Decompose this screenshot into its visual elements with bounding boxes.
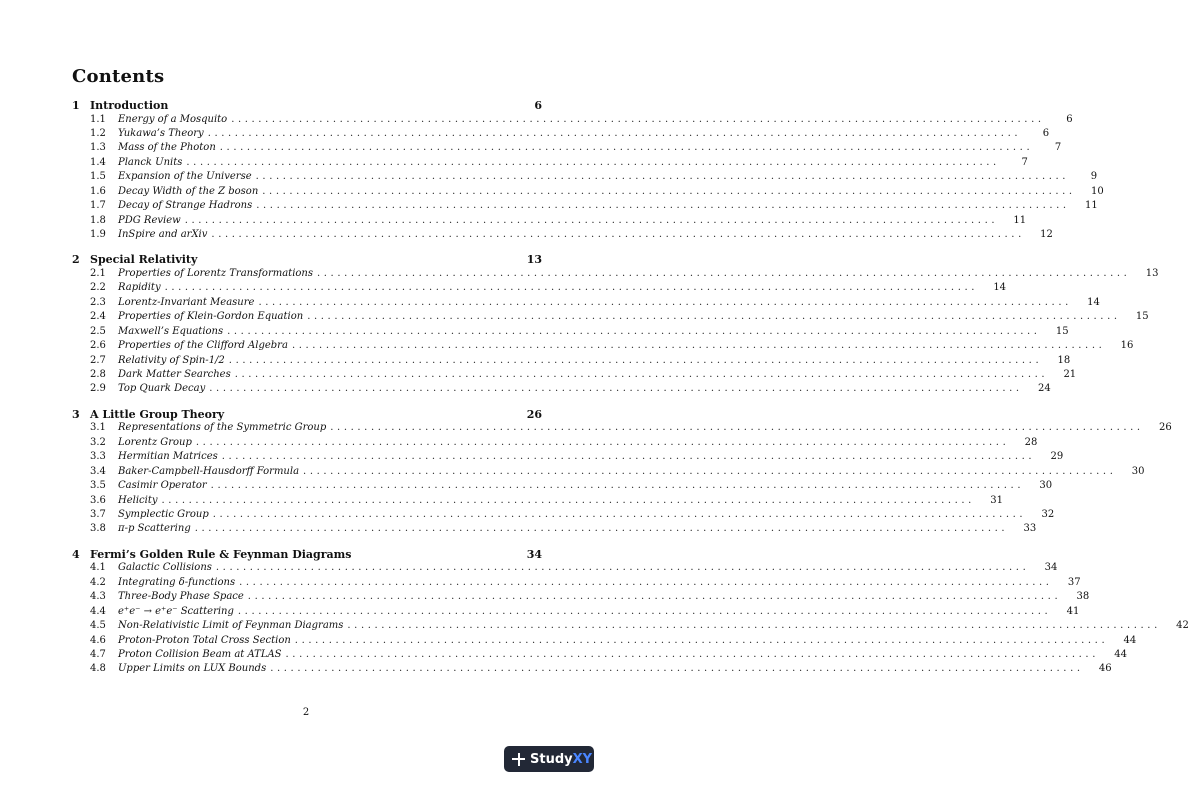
section-entry[interactable] <box>72 523 1037 537</box>
section-entry[interactable] <box>72 562 1058 576</box>
section-page: 46 <box>1098 663 1112 675</box>
chapter-number: 4 <box>72 547 80 561</box>
section-page: 16 <box>1120 340 1134 352</box>
chapter-title: Special Relativity <box>90 253 198 267</box>
brand-name <box>530 752 592 767</box>
section-entry[interactable] <box>72 127 1050 142</box>
section-title: Lorentz Group <box>118 436 192 448</box>
section-page: 38 <box>1076 591 1090 603</box>
section-page: 7 <box>1021 156 1028 168</box>
section-number: 4.7 <box>90 649 106 660</box>
section-title: Galactic Collisions <box>118 562 212 574</box>
dot-leader: ........................................................................................................................ <box>330 422 1144 434</box>
section-entry[interactable] <box>72 200 1098 214</box>
section-title: Symplectic Group <box>118 509 209 520</box>
chapter-entry[interactable] <box>72 253 542 268</box>
section-page: 21 <box>1063 369 1077 380</box>
section-title: Top Quark Decay <box>118 383 206 395</box>
section-number: 3.1 <box>90 422 106 434</box>
chapter-entry[interactable] <box>72 408 542 423</box>
chapter-title: A Little Group Theory <box>90 407 225 421</box>
section-number: 4.5 <box>90 620 106 632</box>
dot-leader: ........................................................................................................................ <box>184 214 999 226</box>
section-entry[interactable] <box>72 296 1100 311</box>
section-title: Planck Units <box>118 156 183 168</box>
section-page: 44 <box>1123 634 1137 646</box>
section-number: 1.7 <box>90 200 106 212</box>
section-page: 26 <box>1158 422 1172 434</box>
dot-leader: ........................................................................................................................ <box>186 156 1000 168</box>
section-entry[interactable] <box>72 171 1098 185</box>
dot-leader: ........................................................................................................................ <box>209 383 1023 395</box>
section-title: Expansion of the Universe <box>118 171 252 183</box>
section-page: 31 <box>990 494 1003 506</box>
section-number: 2.1 <box>90 267 106 279</box>
section-entry[interactable] <box>72 185 1104 200</box>
section-entry[interactable] <box>72 494 1003 509</box>
section-title: Properties of Lorentz Transformations <box>118 267 313 279</box>
section-number: 1.5 <box>90 171 106 183</box>
section-title: Maxwell’s Equations <box>118 325 224 337</box>
section-number: 2.7 <box>90 354 106 366</box>
section-number: 4.2 <box>90 576 106 588</box>
section-title: InSpire and arXiv <box>118 229 208 240</box>
section-entry[interactable] <box>72 311 1149 325</box>
section-title: Dark Matter Searches <box>118 369 231 380</box>
section-number: 1.8 <box>90 214 106 226</box>
section-number: 4.8 <box>90 663 106 675</box>
section-entry[interactable] <box>72 369 1077 383</box>
section-number: 3.6 <box>90 494 106 506</box>
section-title: Mass of the Photon <box>118 142 216 154</box>
section-number: 2.2 <box>90 282 106 294</box>
section-page: 6 <box>1066 113 1073 125</box>
chapter-title: Fermi’s Golden Rule & Feynman Diagrams <box>90 547 352 561</box>
section-page: 32 <box>1041 509 1055 520</box>
section-number: 3.5 <box>90 480 106 492</box>
section-page: 15 <box>1135 311 1149 323</box>
section-page: 11 <box>1013 214 1027 226</box>
section-entry[interactable] <box>72 214 1027 229</box>
dot-leader: ........................................................................................................................ <box>262 185 1076 197</box>
section-title: Proton-Proton Total Cross Section <box>118 634 291 646</box>
dot-leader: ........................................................................................................................ <box>270 663 1084 675</box>
brand-name-part2: XY <box>572 751 593 767</box>
dot-leader: ........................................................................................................................ <box>195 436 1010 448</box>
section-page: 10 <box>1090 185 1104 197</box>
table-of-contents <box>72 99 1189 688</box>
studyxy-badge[interactable] <box>504 746 594 772</box>
section-page: 42 <box>1176 620 1189 632</box>
dot-leader: ........................................................................................................................ <box>215 562 1030 574</box>
section-entry[interactable] <box>72 451 1064 465</box>
chapter-page: 13 <box>526 253 542 267</box>
section-title: Non-Relativistic Limit of Feynman Diagrams <box>118 620 344 632</box>
dot-leader: ........................................................................................................................ <box>161 494 975 506</box>
chapter-4 <box>72 547 1189 678</box>
section-number: 2.4 <box>90 311 106 323</box>
dot-leader: ........................................................................................................................ <box>303 465 1117 477</box>
dot-leader: ........................................................................................................................ <box>307 311 1121 323</box>
section-page: 41 <box>1066 605 1080 617</box>
section-number: 3.2 <box>90 436 106 448</box>
section-title: Lorentz-Invariant Measure <box>118 296 255 308</box>
section-entry[interactable] <box>72 325 1069 340</box>
dot-leader: ........................................................................................................................ <box>237 605 1052 617</box>
dot-leader: ........................................................................................................................ <box>210 480 1025 492</box>
section-title: Yukawa’s Theory <box>118 127 204 139</box>
chapter-page: 34 <box>526 547 542 561</box>
section-number: 2.9 <box>90 383 106 395</box>
section-title: PDG Review <box>118 214 181 226</box>
section-number: 2.8 <box>90 369 106 380</box>
plus-icon <box>512 753 525 766</box>
dot-leader: ........................................................................................................................ <box>256 200 1070 212</box>
section-title: Decay Width of the Z boson <box>118 185 259 197</box>
section-number: 4.1 <box>90 562 106 574</box>
section-page: 34 <box>1044 562 1058 574</box>
section-entry[interactable] <box>72 649 1127 663</box>
dot-leader: ........................................................................................................................ <box>291 340 1106 352</box>
section-number: 1.4 <box>90 156 106 168</box>
section-entry[interactable] <box>72 663 1112 677</box>
section-number: 1.1 <box>90 113 106 125</box>
section-page: 37 <box>1067 576 1081 588</box>
section-entry[interactable] <box>72 509 1055 523</box>
chapter-title: Introduction <box>90 99 169 112</box>
chapter-3 <box>72 407 1172 538</box>
section-page: 28 <box>1024 436 1038 448</box>
section-title: Hermitian Matrices <box>118 451 218 463</box>
section-number: 4.3 <box>90 591 106 603</box>
section-page: 14 <box>1087 296 1100 308</box>
section-title: Baker-Campbell-Hausdorff Formula <box>118 465 300 477</box>
section-page: 44 <box>1114 649 1127 660</box>
section-number: 3.7 <box>90 509 106 520</box>
section-entry[interactable] <box>72 383 1051 397</box>
section-page: 14 <box>993 282 1007 294</box>
section-title: Casimir Operator <box>118 480 207 492</box>
section-number: 1.2 <box>90 127 106 139</box>
section-entry[interactable] <box>72 620 1189 634</box>
chapter-number: 3 <box>72 407 80 421</box>
page-number: 2 <box>302 707 310 718</box>
chapter-entry[interactable] <box>72 548 542 563</box>
section-title: e⁺e⁻ → e⁺e⁻ Scattering <box>118 605 234 617</box>
section-number: 4.6 <box>90 634 106 646</box>
section-page: 15 <box>1055 325 1069 337</box>
chapter-number: 1 <box>72 99 80 112</box>
dot-leader: ........................................................................................................................ <box>227 325 1041 337</box>
section-entry[interactable] <box>72 156 1028 171</box>
section-entry[interactable] <box>72 282 1007 296</box>
section-entry[interactable] <box>72 142 1062 156</box>
section-entry[interactable] <box>72 340 1134 354</box>
section-page: 11 <box>1084 200 1098 212</box>
dot-leader: ........................................................................................................................ <box>228 354 1043 366</box>
dot-leader: ........................................................................................................................ <box>221 451 1036 463</box>
chapter-page: 26 <box>526 407 542 421</box>
section-number: 2.3 <box>90 296 106 308</box>
dot-leader: ........................................................................................................................ <box>207 127 1022 139</box>
brand-name-part1: Study <box>530 751 573 767</box>
dot-leader: ........................................................................................................................ <box>234 369 1049 380</box>
section-page: 12 <box>1040 229 1053 240</box>
dot-leader: ........................................................................................................................ <box>231 113 1045 125</box>
section-entry[interactable] <box>72 605 1080 620</box>
section-number: 3.3 <box>90 451 106 463</box>
section-title: Representations of the Symmetric Group <box>118 422 327 434</box>
section-title: Properties of the Clifford Algebra <box>118 340 288 352</box>
section-number: 3.8 <box>90 523 106 535</box>
section-page: 9 <box>1090 171 1098 183</box>
section-title: Properties of Klein-Gordon Equation <box>118 311 304 323</box>
dot-leader: ........................................................................................................................ <box>247 591 1062 603</box>
section-title: Rapidity <box>118 282 161 294</box>
dot-leader: ........................................................................................................................ <box>258 296 1072 308</box>
section-number: 1.3 <box>90 142 106 154</box>
chapter-1 <box>72 99 1104 243</box>
section-title: Integrating δ-functions <box>118 576 236 588</box>
dot-leader: ........................................................................................................................ <box>294 634 1109 646</box>
dot-leader: ........................................................................................................................ <box>347 620 1161 632</box>
chapter-entry[interactable] <box>72 99 542 114</box>
section-number: 2.6 <box>90 340 106 352</box>
section-page: 18 <box>1057 354 1071 366</box>
section-title: Three-Body Phase Space <box>118 591 244 603</box>
page-title: Contents <box>72 66 165 87</box>
section-entry[interactable] <box>72 267 1159 282</box>
section-entry[interactable] <box>72 480 1053 494</box>
section-page: 30 <box>1039 480 1053 492</box>
section-entry[interactable] <box>72 422 1172 436</box>
section-entry[interactable] <box>72 591 1090 605</box>
chapter-number: 2 <box>72 253 80 267</box>
section-title: Decay of Strange Hadrons <box>118 200 253 212</box>
section-entry[interactable] <box>72 576 1081 591</box>
section-entry[interactable] <box>72 113 1073 128</box>
dot-leader: ........................................................................................................................ <box>285 649 1099 660</box>
dot-leader: ........................................................................................................................ <box>211 229 1025 240</box>
section-page: 24 <box>1037 383 1051 395</box>
section-page: 33 <box>1023 523 1037 535</box>
section-entry[interactable] <box>72 465 1145 480</box>
section-title: Proton Collision Beam at ATLAS <box>118 649 282 660</box>
section-title: π-p Scattering <box>118 523 191 535</box>
section-title: Upper Limits on LUX Bounds <box>118 663 267 675</box>
section-number: 3.4 <box>90 465 106 477</box>
section-page: 30 <box>1131 465 1145 477</box>
section-entry[interactable] <box>72 354 1071 369</box>
section-page: 13 <box>1145 267 1159 279</box>
chapter-2 <box>72 253 1159 397</box>
section-number: 1.6 <box>90 185 106 197</box>
dot-leader: ........................................................................................................................ <box>316 267 1131 279</box>
dot-leader: ........................................................................................................................ <box>212 509 1027 520</box>
section-title: Helicity <box>118 494 158 506</box>
section-title: Relativity of Spin-1/2 <box>118 354 225 366</box>
section-entry[interactable] <box>72 436 1038 451</box>
dot-leader: ........................................................................................................................ <box>239 576 1053 588</box>
section-page: 7 <box>1054 142 1062 154</box>
section-number: 4.4 <box>90 605 106 617</box>
section-page: 29 <box>1050 451 1064 463</box>
section-number: 2.5 <box>90 325 106 337</box>
section-number: 1.9 <box>90 229 106 240</box>
dot-leader: ........................................................................................................................ <box>219 142 1034 154</box>
dot-leader: ........................................................................................................................ <box>255 171 1070 183</box>
section-page: 6 <box>1042 127 1050 139</box>
dot-leader: ........................................................................................................................ <box>194 523 1009 535</box>
section-entry[interactable] <box>72 229 1053 243</box>
dot-leader: ........................................................................................................................ <box>164 282 979 294</box>
section-title: Energy of a Mosquito <box>118 113 228 125</box>
section-entry[interactable] <box>72 634 1137 649</box>
chapter-page: 6 <box>534 99 542 112</box>
